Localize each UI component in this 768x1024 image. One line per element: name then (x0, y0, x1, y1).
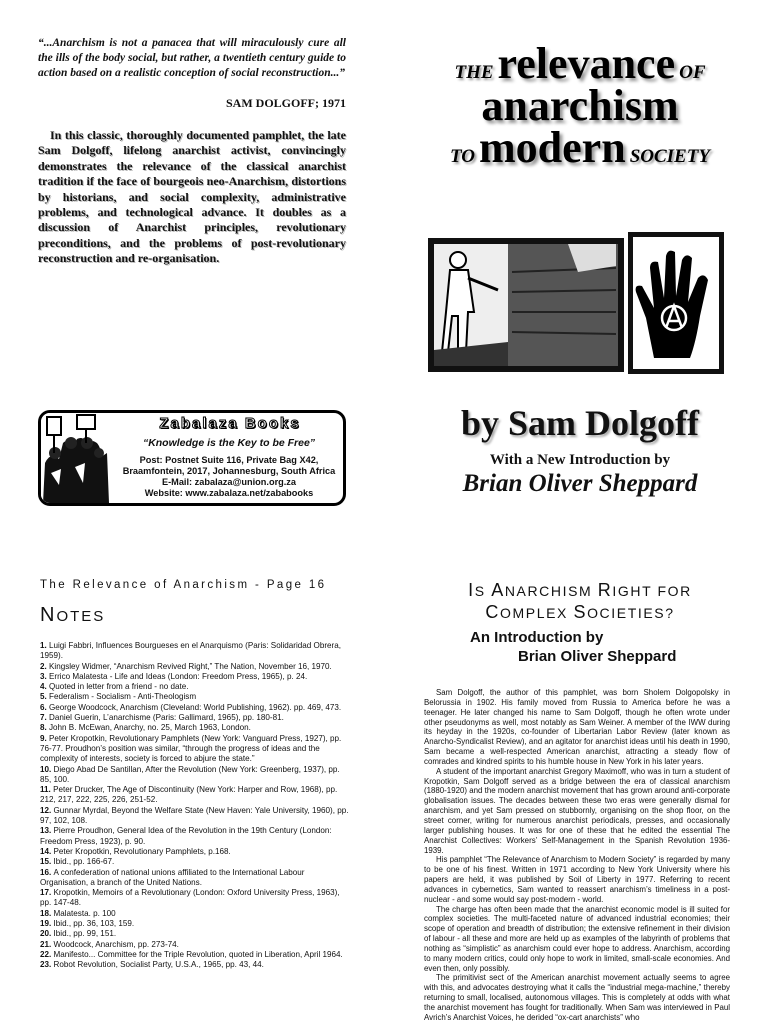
note-text: Luigi Fabbri, Influences Bourgueses en el Anarquismo (Paris: Solidaridad Obrera, 1959). (40, 641, 341, 661)
introduction-paragraph: His pamphlet “The Relevance of Anarchism to Modern Society” is regarded by many to be one of his finest. Written in 1971 according to New York University where his papers are held, it was published by Soil of Liberty in 1977. Referring to recent advances in cybernetics, Sam wanted to reassert anarchism’s timeliness in a post-nuclear - and some would say post-modern - world. (424, 855, 730, 904)
note-text: Peter Kropotkin, Revolutionary Pamphlets (New York: Vanguard Press, 1927), pp. 76-77. Proudhon’s position was similar, “through the progress of ideas and the complexity of interests, society is forced to abjure the state.” (40, 733, 342, 764)
title-relevance: relevance (497, 39, 676, 88)
note-number: 10. (40, 764, 54, 774)
introduction-paragraph: A student of the important anarchist Gregory Maximoff, who was in turn a student of Kropotkin, Sam Dolgoff served as a bridge between the era of classical anarchism (1880-1920) and the modern anarchist movement that has grown around anti-corporate globalisation issues. The decades between these two eras were generally dismal for anarchism, and yet Sam pressed on stubbornly, organising on the shop floor, on the street corner, writing for numerous anarchist periodicals, presses, and occasionally larger publishing houses. It was for one of these that he edited the essential The Anarchist Collectives: Workers’ Self-Management in the Spanish Revolution 1936-1939. (424, 766, 730, 855)
note-item (40, 692, 352, 702)
note-text: Daniel Guerin, L’anarchisme (Paris: Gallimard, 1965), pp. 180-81. (49, 713, 284, 723)
introduction-subtitle-author: Brian Oliver Sheppard (518, 648, 677, 665)
note-text: George Woodcock, Anarchism (Cleveland: World Publishing, 1962). pp. 469, 473. (49, 702, 342, 712)
quote-attribution: SAM DOLGOFF; 1971 (226, 96, 346, 110)
publisher-email: E-Mail: zabalaza@union.org.za (161, 477, 297, 487)
notes-list (40, 641, 352, 971)
note-item (40, 919, 352, 929)
title-society: SOCIETY (629, 146, 710, 167)
note-text: Quoted in letter from a friend - no date. (49, 682, 189, 692)
publisher-box (38, 410, 346, 506)
notes-heading-rest: OTES (56, 608, 106, 625)
note-text: Errico Malatesta - Life and Ideas (London: Freedom Press, 1965), p. 24. (49, 671, 308, 681)
note-item (40, 888, 352, 909)
title-anarchism: anarchism (481, 81, 679, 130)
publisher-slogan: “Knowledge is the Key to be Free” (142, 437, 316, 449)
note-text: Woodcock, Anarchism, pp. 273-74. (53, 939, 179, 949)
title-cap: C (485, 602, 500, 622)
title-modern: modern (479, 123, 626, 172)
notes-heading (40, 604, 105, 627)
title-cap: S (573, 602, 588, 622)
note-item (40, 868, 352, 889)
title-small: NARCHISM (504, 583, 598, 599)
note-number: 12. (40, 805, 54, 815)
note-number: 19. (40, 919, 54, 929)
note-text: Peter Drucker, The Age of Discontinuity (New York: Harper and Row, 1968), pp. 212, 217, 222, 225, 226, 251-52. (40, 785, 338, 805)
title-cap: A (491, 580, 505, 600)
note-text: Kingsley Widmer, “Anarchism Revived Right,” The Nation, November 16, 1970. (49, 661, 332, 671)
cover-byline: by Sam Dolgoff (460, 403, 699, 443)
note-number: 18. (40, 908, 54, 918)
note-number: 16. (40, 867, 54, 877)
title-small: S (474, 583, 492, 599)
note-text: Kropotkin, Memoirs of a Revolutionary (London: Oxford University Press, 1963), pp. 147-48. (40, 888, 340, 908)
publisher-city: Braamfontein, 2017, Johannesburg, South Africa (122, 466, 336, 476)
note-item (40, 734, 352, 765)
note-number: 23. (40, 960, 54, 970)
cover-illustration (428, 232, 724, 374)
introduction-paragraph: Sam Dolgoff, the author of this pamphlet, was born Sholem Dolgopolsky in Belorussia in 1902. His family moved from Russia to America before he was a teenager. He later changed his name to Sam Dolgoff, though he often wrote under other pseudonyms as well, most notably as Sam Weiner. A member of the IWW during its heyday in the 1920s, co-founder of Libertarian Labor Review (later known as Anarcho-Syndicalist Review), and an agitator for anarchist ideas until his death in 1990, Sam became a well-respected American anarchist, attracting a steady flow of comrades and kindred spirits to his humble house in New York in his later years. (424, 688, 730, 766)
publisher-name: Zabalaza Books (159, 415, 301, 432)
note-item (40, 960, 352, 970)
notes-heading-first: N (40, 604, 57, 626)
note-item (40, 672, 352, 682)
note-text: Ibid., pp. 99, 151. (53, 929, 117, 939)
note-item (40, 806, 352, 827)
introduction-title (420, 580, 740, 624)
note-number: 8. (40, 723, 49, 733)
note-number: 15. (40, 857, 54, 867)
back-cover-blurb: In this classic, thoroughly documented pamphlet, the late Sam Dolgoff, lifelong anarchist activist, convincingly demonstrates the relevance of the classical anarchist tradition if the face of bourgeois neo-Anarchism, distortions by historians, and social complexity, administrative problems, and technological advance. It doubles as a discussion of Anarchist principles, revolutionary preconditions, and the problems of post-revolutionary reconstruction and re-organisation. (38, 128, 346, 266)
note-item (40, 723, 352, 733)
note-item (40, 682, 352, 692)
note-number: 4. (40, 682, 49, 692)
note-number: 20. (40, 929, 54, 939)
note-number: 6. (40, 702, 49, 712)
note-item (40, 713, 352, 723)
note-text: Peter Kropotkin, Revolutionary Pamphlets, p.168. (53, 846, 231, 856)
note-number: 3. (40, 671, 49, 681)
running-head: The Relevance of Anarchism - Page 16 (40, 579, 327, 591)
note-item (40, 950, 352, 960)
note-number: 11. (40, 785, 54, 795)
introduction-paragraph: The charge has often been made that the anarchist economic model is ill suited for complex societies. The multi-faceted nature of advanced industrial economies; their scope of operation and breadth of distribution; the extensive refinement in their division of labour - all these and more are held up as examples of the labyrinth of problems that nothing as “simplistic” as anarchism could ever hope to address. Anarchism, according to many modern critics, could only hope to work in limited, small-scale economies. And even then, only possibly. (424, 904, 730, 973)
title-to: TO (450, 146, 476, 167)
note-number: 14. (40, 846, 54, 856)
note-item (40, 909, 352, 919)
title-the: THE (454, 62, 494, 83)
note-number: 7. (40, 713, 49, 723)
note-text: Federalism - Socialism - Anti-Theologism (49, 692, 197, 702)
title-cap: I (468, 580, 475, 600)
note-item (40, 826, 352, 847)
note-text: Malatesta. p. 100 (53, 908, 116, 918)
note-number: 1. (40, 641, 49, 650)
note-item (40, 847, 352, 857)
publisher-website: Website: www.zabalaza.net/zababooks (144, 488, 314, 498)
new-introduction-line: With a New Introduction by (489, 452, 671, 468)
note-item (40, 641, 352, 662)
note-text: John B. McEwan, Anarchy, no. 25, March 1963, London. (49, 723, 251, 733)
note-text: Gunnar Myrdal, Beyond the Welfare State (New Haven: Yale University, 1960), pp. 97, 102, 108. (40, 805, 349, 826)
note-text: Manifesto... Committee for the Triple Revolution, quoted in Liberation, April 1964. (53, 949, 343, 959)
title-of: OF (679, 62, 706, 83)
note-text: Diego Abad De Santillan, After the Revolution (New York: Greenberg, 1937), pp. 85, 100. (40, 764, 340, 784)
introduction-subtitle: An Introduction by (470, 629, 604, 646)
note-item (40, 785, 352, 806)
introduction-body (424, 688, 730, 1023)
note-text: Ibid., pp. 166-67. (53, 857, 115, 867)
note-text: Ibid., pp. 36, 103, 159. (53, 919, 135, 929)
title-small: OMPLEX (500, 605, 574, 621)
note-item (40, 929, 352, 939)
note-item (40, 940, 352, 950)
note-number: 22. (40, 949, 54, 959)
note-item (40, 703, 352, 713)
note-number: 21. (40, 939, 54, 949)
note-text: Pierre Proudhon, General Idea of the Revolution in the 19th Century (London: Freedom Press, 1923), p. 90. (40, 826, 332, 846)
note-text: A confederation of national unions affiliated to the International Labour Organisation, a branch of the United Nations. (40, 867, 305, 887)
title-small: OCIETIES? (587, 605, 675, 621)
protest-crowd-illustration (41, 413, 109, 503)
note-number: 2. (40, 661, 49, 671)
note-number: 13. (40, 826, 54, 836)
cover-title (400, 36, 760, 176)
note-text: Robot Revolution, Socialist Party, U.S.A., 1965, pp. 43, 44. (53, 960, 264, 970)
publisher-post: Post: Postnet Suite 116, Private Bag X42, (139, 455, 319, 465)
title-small: IGHT FOR (612, 583, 692, 599)
introduction-paragraph: The primitivist sect of the American anarchist movement actually seems to agree with this, and advocates destroying what it calls the “industrial mega-machine,” thereby returning to small, localised, autonomous villages. This is completely at odds with what the anarchist movement has fought for traditionally. When Sam was interviewed in Paul Avrich’s Anarchist Voices, he derided “ox-cart anarchists” who (424, 973, 730, 1022)
title-cap: R (597, 580, 613, 600)
back-cover-quote: “...Anarchism is not a panacea that will miraculously cure all the ills of the body social, but rather, a twentieth century guide to action based on a realistic conception of social reconstruction...” (38, 37, 346, 79)
note-number: 17. (40, 888, 54, 898)
note-number: 9. (40, 733, 49, 743)
note-item (40, 662, 352, 672)
note-number: 5. (40, 692, 49, 702)
note-item (40, 857, 352, 867)
note-item (40, 765, 352, 786)
introduction-author: Brian Oliver Sheppard (462, 470, 698, 497)
